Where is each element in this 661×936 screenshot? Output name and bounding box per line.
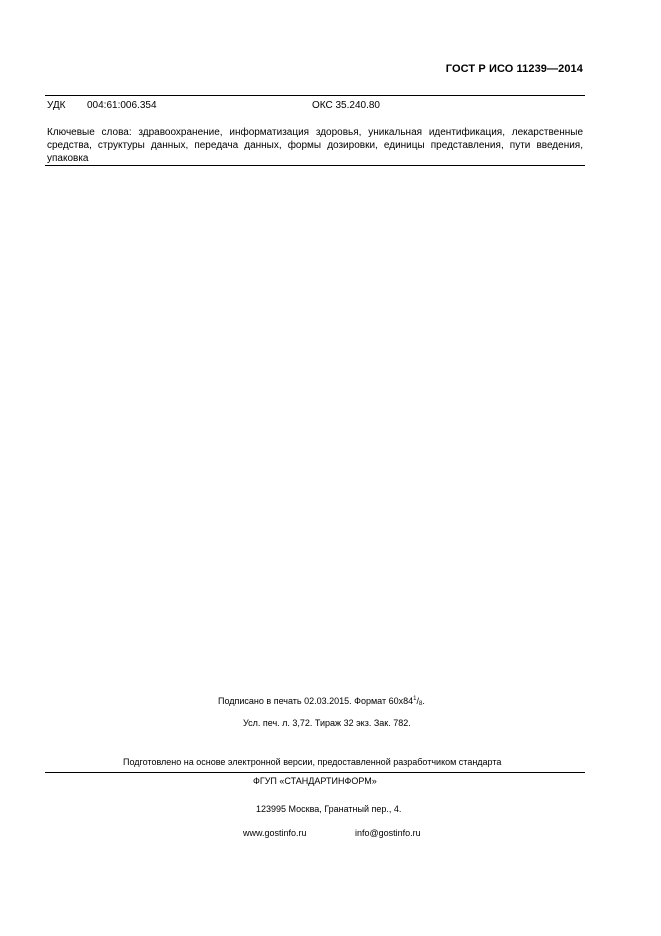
standard-code: ГОСТ Р ИСО 11239—2014 bbox=[445, 63, 583, 75]
format-numerator: 1 bbox=[413, 696, 417, 702]
keywords-divider bbox=[45, 165, 585, 166]
udc-label: УДК bbox=[47, 100, 66, 111]
udc-value: 004:61:006.354 bbox=[87, 100, 157, 111]
email-link[interactable]: info@gostinfo.ru bbox=[355, 828, 421, 838]
website-link[interactable]: www.gostinfo.ru bbox=[243, 828, 307, 838]
signed-for-print: Подписано в печать 02.03.2015. Формат $60х84^1/_8$. bbox=[218, 696, 425, 707]
keywords-paragraph: Ключевые слова: здравоохранение, информатизация здоровья, уникальная идентификация, лекарственные средства, структуры данных, передача данных, формы дозировки, единицы представления, пути введения, упаковка bbox=[47, 127, 583, 164]
classification-row bbox=[47, 100, 583, 114]
format-denominator: 8 bbox=[418, 701, 423, 707]
signed-text: Подписано в печать 02.03.2015. Формат 60х84 bbox=[218, 696, 414, 706]
print-info: Усл. печ. л. 3,72. Тираж 32 экз. Зак. 782. bbox=[243, 718, 411, 728]
publisher-name: ФГУП «СТАНДАРТИНФОРМ» bbox=[253, 776, 377, 786]
top-divider bbox=[45, 95, 585, 96]
signed-tail: . bbox=[422, 696, 425, 706]
imprint-divider bbox=[45, 772, 585, 773]
publisher-address: 123995 Москва, Гранатный пер., 4. bbox=[256, 804, 402, 814]
oks-value: ОКС 35.240.80 bbox=[312, 100, 380, 111]
prepared-note: Подготовлено на основе электронной версии, предоставленной разработчиком стандарта bbox=[123, 757, 502, 767]
